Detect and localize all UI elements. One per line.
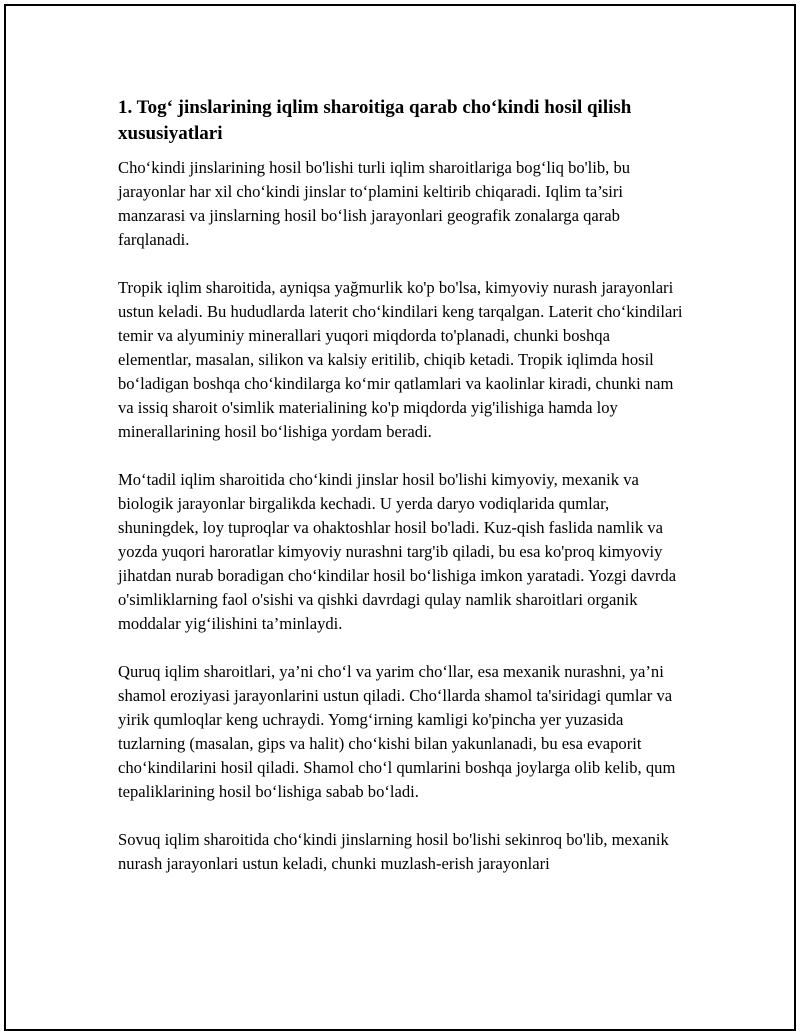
section-heading: 1. Tog‘ jinslarining iqlim sharoitiga qarab cho‘kindi hosil qilish xususiyatlari [118,97,632,144]
paragraph-cold: Sovuq iqlim sharoitida cho‘kindi jinslarning hosil bo'lishi sekinroq bo'lib, mexanik nurash jarayonlari ustun keladi, chunki muzlash-erish jarayonlari [118,830,669,873]
document-body [118,95,686,900]
paragraph-intro: Cho‘kindi jinslarining hosil bo'lishi turli iqlim sharoitlariga bog‘liq bo'lib, bu jarayonlar har xil cho‘kindi jinslar to‘plamini keltirib chiqaradi. Iqlim ta’siri manzarasi va jinslarning hosil bo‘lish jarayonlari geografik zonalarga qarab farqlanadi. [118,158,631,249]
paragraph-arid: Quruq iqlim sharoitlari, ya’ni cho‘l va yarim cho‘llar, esa mexanik nurashni, ya’ni shamol eroziyasi jarayonlarini ustun qiladi. Cho‘llarda shamol ta'siridagi qumlar va yirik qumloqlar keng uchraydi. Yomg‘irning kamligi ko'pincha yer yuzasida tuzlarning (masalan, gips va halit) cho‘kishi bilan yakunlanadi, bu esa evaporit cho‘kindilarini hosil qiladi. Shamol cho‘l qumlarini boshqa joylarga olib kelib, qum tepaliklarining hosil bo‘lishiga sabab bo‘ladi. [118,662,676,801]
paragraph-tropical: Tropik iqlim sharoitida, ayniqsa yağmurlik ko'p bo'lsa, kimyoviy nurash jarayonlari ustun keladi. Bu hududlarda laterit cho‘kindilari keng tarqalgan. Laterit cho‘kindilari temir va alyuminiy minerallari yuqori miqdorda to'planadi, chunki boshqa elementlar, masalan, silikon va kalsiy eritilib, chiqib ketadi. Tropik iqlimda hosil bo‘ladigan boshqa cho‘kindilarga ko‘mir qatlamlari va kaolinlar kiradi, chunki nam va issiq sharoit o'simlik materialining ko'p miqdorda yig'ilishiga hamda loy minerallarining hosil bo‘lishiga yordam beradi. [118,278,683,441]
paragraph-temperate: Mo‘tadil iqlim sharoitida cho‘kindi jinslar hosil bo'lishi kimyoviy, mexanik va biologik jarayonlar birgalikda kechadi. U yerda daryo vodiqlarida qumlar, shuningdek, loy tuproqlar va ohaktoshlar hosil bo'ladi. Kuz-qish faslida namlik va yozda yuqori haroratlar kimyoviy nurashni targ'ib qiladi, bu esa ko'proq kimyoviy jihatdan nurab boradigan cho‘kindilar hosil bo‘lishiga imkon yaratadi. Yozgi davrda o'simliklarning faol o'sishi va qishki davrdagi qulay namlik sharoitlari organik moddalar yig‘ilishini ta’minlaydi. [118,470,677,633]
